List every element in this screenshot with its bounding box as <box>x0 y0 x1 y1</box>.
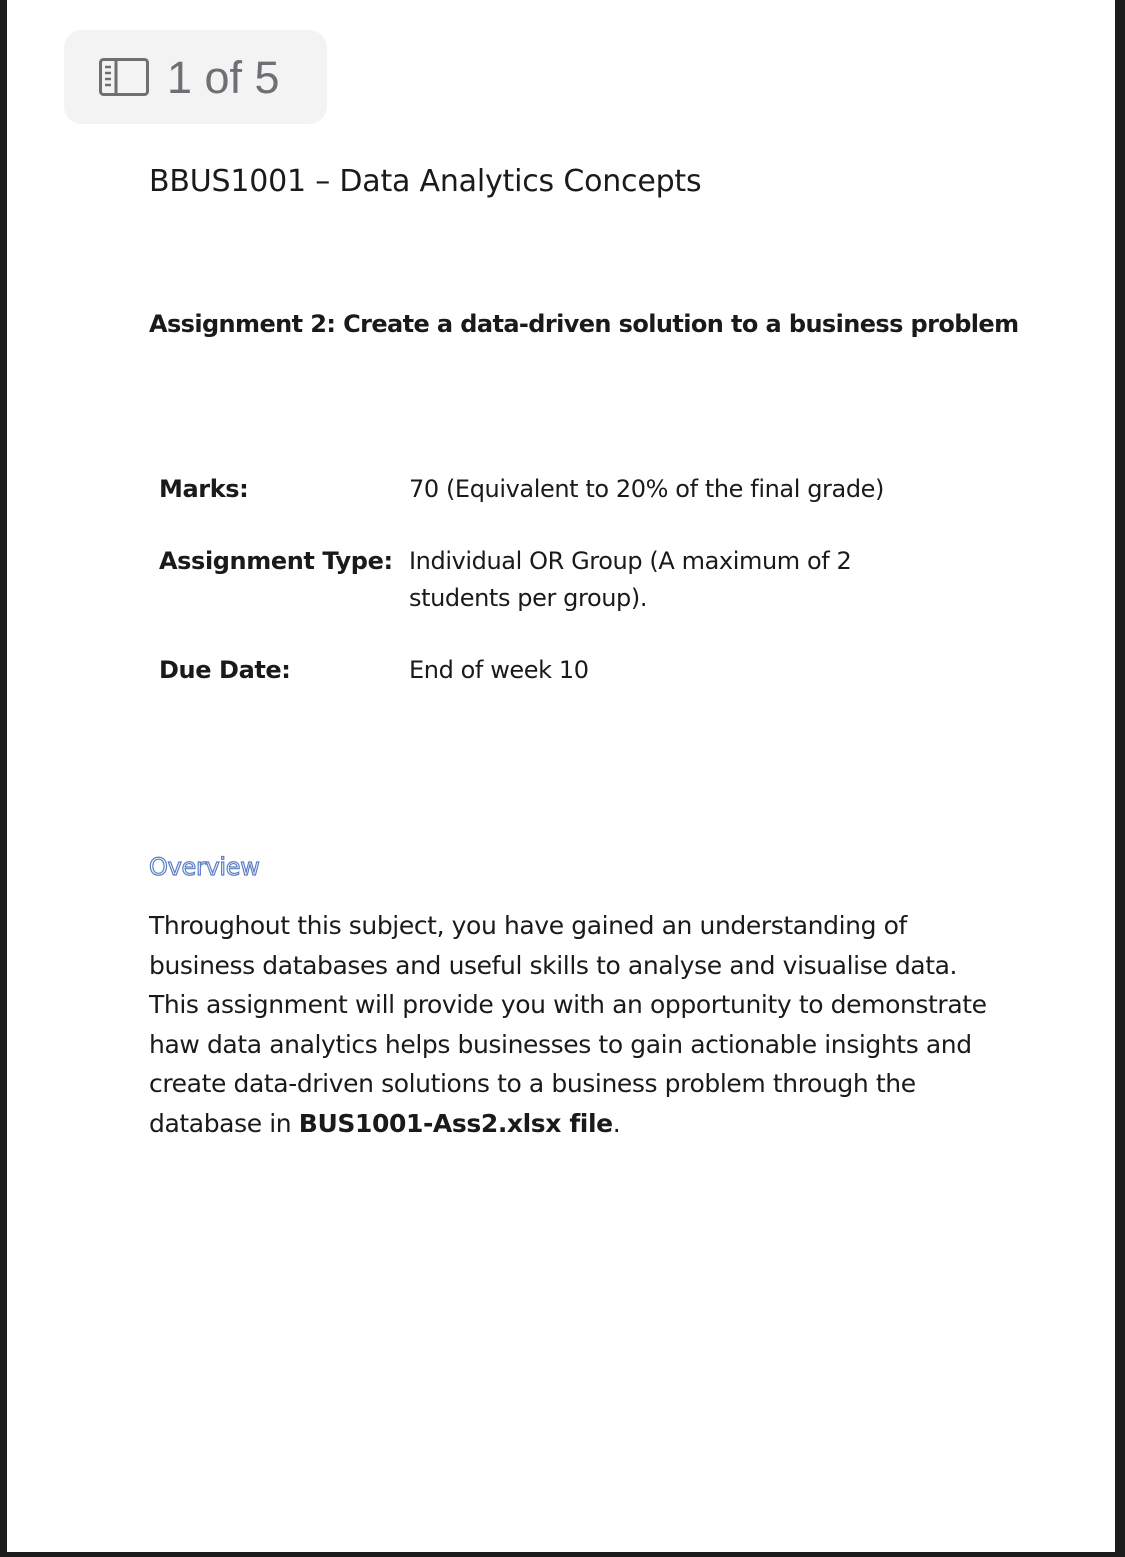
overview-paragraph <box>149 906 1009 1143</box>
marks-value: 70 (Equivalent to 20% of the final grade) <box>409 475 884 503</box>
course-title: BBUS1001 – Data Analytics Concepts <box>149 164 702 199</box>
sidebar-icon[interactable] <box>99 58 149 96</box>
assignment-type-label: Assignment Type: <box>159 547 393 575</box>
file-name: BUS1001-Ass2.xlsx file <box>298 1108 613 1138</box>
marks-label: Marks: <box>159 475 249 503</box>
assignment-type-row <box>159 543 879 617</box>
due-date-value: End of week 10 <box>409 656 589 684</box>
overview-end: . <box>612 1108 621 1138</box>
page-indicator[interactable] <box>64 30 327 124</box>
page-count: 1 of 5 <box>167 51 280 103</box>
document-page <box>7 0 1115 1552</box>
assignment-title: Assignment 2: Create a data-driven solution to a business problem <box>149 310 1019 338</box>
marks-row <box>159 471 929 508</box>
overview-text: Throughout this subject, you have gained an understanding of business databases and useful skills to analyse and visualise data. This assignment will provide you with an opportunity to demonstrate haw data analytics helps businesses to gain actionable insights and create data-driven solutions to a business problem through the database in <box>149 911 987 1138</box>
overview-heading: Overview <box>149 853 260 881</box>
due-date-label: Due Date: <box>159 656 291 684</box>
assignment-type-value: Individual OR Group (A maximum of 2 students per group). <box>409 547 852 612</box>
due-date-row <box>159 652 929 689</box>
